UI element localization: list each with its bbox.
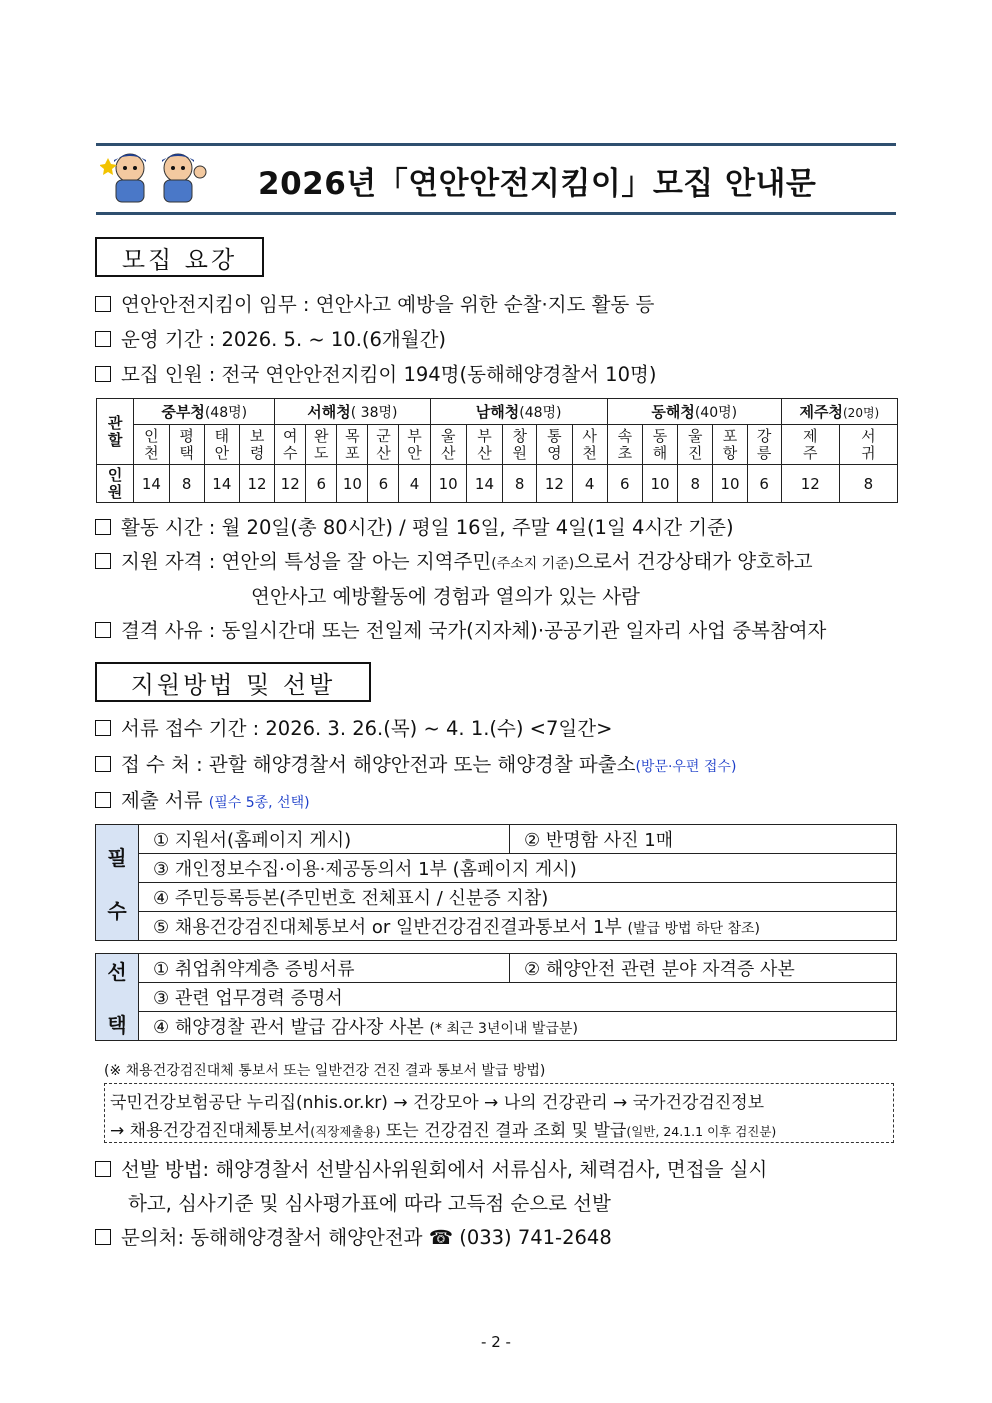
optional-label: 선 택 [96, 954, 139, 1041]
station-name: 부 산 [466, 425, 502, 465]
qual-line-2: 연안사고 예방활동에 경험과 열의가 있는 사람 [251, 585, 640, 608]
page-title: 2026년「연안안전지킴이」모집 안내문 [258, 166, 817, 202]
station-headcount: 12 [239, 465, 274, 503]
checkbox-icon [95, 720, 111, 736]
checkbox-icon [95, 622, 111, 638]
group-header: 남해청(48명) [430, 399, 607, 425]
required-docs-table [95, 824, 897, 941]
required-item: ⑤ 채용건강검진대체통보서 or 일반건강검진결과통보서 1부 (발급 방법 하단 참조) [139, 912, 897, 941]
time-line [95, 515, 734, 541]
station-headcount: 10 [713, 465, 747, 503]
optional-item: ② 해양안전 관련 분야 자격증 사본 [510, 954, 897, 983]
required-item: ① 지원서(홈페이지 게시) [139, 825, 510, 854]
checkbox-icon [95, 331, 111, 347]
headcount-label: 인 원 [97, 465, 134, 503]
disq-line [95, 618, 826, 644]
station-name: 울 산 [430, 425, 466, 465]
duty-text: 연안안전지킴이 임무 : 연안사고 예방을 위한 순찰·지도 활동 등 [121, 293, 655, 316]
station-name: 완 도 [306, 425, 337, 465]
health-note-line1: 국민건강보험공단 누리집(nhis.or.kr) → 건강모아 → 나의 건강관리 → 국가건강검진정보 [110, 1093, 765, 1113]
optional-item: ④ 해양경찰 관서 발급 감사장 사본 (* 최근 3년이내 발급분) [139, 1012, 897, 1041]
checkbox-icon [95, 519, 111, 535]
group-header: 동해청(40명) [607, 399, 781, 425]
checkbox-icon [95, 366, 111, 382]
apply-period-line: 서류 접수 기간 : 2026. 3. 26.(목) ~ 4. 1.(수) <7일간> [95, 716, 612, 742]
station-name: 목 포 [337, 425, 368, 465]
station-name: 군 산 [368, 425, 399, 465]
station-name: 통 영 [537, 425, 572, 465]
station-headcount: 12 [275, 465, 306, 503]
station-headcount: 10 [642, 465, 677, 503]
health-note-heading: (※ 채용건강검진대체 통보서 또는 일반건강 건진 결과 통보서 발급 방법) [104, 1063, 546, 1079]
station-name: 창 원 [503, 425, 537, 465]
optional-item: ③ 관련 업무경력 증명서 [139, 983, 897, 1012]
station-headcount: 6 [607, 465, 642, 503]
value-row [97, 465, 898, 503]
checkbox-icon [95, 553, 111, 569]
section-apply: 지원방법 및 선발 [95, 662, 371, 702]
station-name: 속 초 [607, 425, 642, 465]
optional-docs-table [95, 953, 897, 1041]
station-headcount: 14 [204, 465, 239, 503]
required-label: 필 수 [96, 825, 139, 941]
required-item: ④ 주민등록등본(주민번호 전체표시 / 신분증 지참) [139, 883, 897, 912]
station-name: 포 항 [713, 425, 747, 465]
station-name: 사 천 [572, 425, 607, 465]
station-headcount: 6 [747, 465, 781, 503]
required-item: ② 반명함 사진 1매 [510, 825, 897, 854]
station-name: 태 안 [204, 425, 239, 465]
station-headcount: 8 [169, 465, 204, 503]
station-headcount: 14 [134, 465, 169, 503]
time-text: 활동 시간 : 월 20일(총 80시간) / 평일 16일, 주말 4일(1일 4시간 기준) [121, 516, 734, 539]
number-line [95, 362, 656, 388]
number-text: 모집 인원 : 전국 연안안전지킴이 194명(동해해양경찰서 10명) [121, 363, 657, 386]
station-name: 울 진 [678, 425, 713, 465]
station-name: 강 릉 [747, 425, 781, 465]
group-header: 서해청( 38명) [275, 399, 430, 425]
station-name: 여 수 [275, 425, 306, 465]
required-item: ③ 개인정보수집·이용·제공동의서 1부 (홈페이지 게시) [139, 854, 897, 883]
station-headcount: 4 [572, 465, 607, 503]
station-headcount: 4 [399, 465, 430, 503]
station-headcount: 12 [781, 465, 839, 503]
jurisdiction-label: 관 할 [97, 399, 134, 465]
station-headcount: 6 [368, 465, 399, 503]
contact-line: 문의처: 동해해양경찰서 해양안전과 ☎ (033) 741-2648 [95, 1225, 612, 1251]
group-header: 중부청(48명) [134, 399, 275, 425]
station-name: 보 령 [239, 425, 274, 465]
station-name: 부 안 [399, 425, 430, 465]
station-name: 평 택 [169, 425, 204, 465]
section-recruit: 모집 요강 [95, 237, 264, 277]
duty-line [95, 292, 654, 318]
selection-line-2: 하고, 심사기준 및 심사평가표에 따라 고득점 순으로 선발 [128, 1192, 611, 1215]
station-name: 동 해 [642, 425, 677, 465]
docs-line: 제출 서류 (필수 5종, 선택) [95, 788, 310, 816]
checkbox-icon [95, 1161, 111, 1177]
station-headcount: 12 [537, 465, 572, 503]
station-headcount: 8 [503, 465, 537, 503]
group-header: 제주청(20명) [781, 399, 897, 425]
station-row [97, 425, 898, 465]
disq-text: 결격 사유 : 동일시간대 또는 전일제 국가(지자체)·공공기관 일자리 사업 중복참여자 [121, 619, 827, 642]
checkbox-icon [95, 296, 111, 312]
period-line [95, 327, 446, 353]
station-headcount: 8 [678, 465, 713, 503]
region-table [96, 398, 898, 503]
qual-line: 지원 자격 : 연안의 특성을 잘 아는 지역주민(주소지 기준)으로서 건강상태가 양호하고 [95, 549, 813, 577]
station-headcount: 6 [306, 465, 337, 503]
station-name: 인 천 [134, 425, 169, 465]
page-number: - 2 - [481, 1333, 511, 1351]
station-headcount: 8 [839, 465, 897, 503]
checkbox-icon [95, 1229, 111, 1245]
station-headcount: 14 [466, 465, 502, 503]
station-name: 서 귀 [839, 425, 897, 465]
health-note-line2: → 채용건강검진대체통보서(직장제출용) 또는 건강검진 결과 조회 및 발급(일반, 24.1.1 이후 검진분) [110, 1121, 777, 1141]
station-headcount: 10 [337, 465, 368, 503]
apply-place-line: 접 수 처 : 관할 해양경찰서 해양안전과 또는 해양경찰 파출소(방문·우편 접수) [95, 752, 736, 780]
station-headcount: 10 [430, 465, 466, 503]
selection-line: 선발 방법: 해양경찰서 선발심사위원회에서 서류심사, 체력검사, 면접을 실시 [95, 1157, 767, 1183]
optional-item: ① 취업취약계층 증빙서류 [139, 954, 510, 983]
police-mascot-icon [100, 148, 212, 210]
checkbox-icon [95, 756, 111, 772]
station-name: 제 주 [781, 425, 839, 465]
checkbox-icon [95, 792, 111, 808]
period-text: 운영 기간 : 2026. 5. ~ 10.(6개월간) [121, 328, 447, 351]
